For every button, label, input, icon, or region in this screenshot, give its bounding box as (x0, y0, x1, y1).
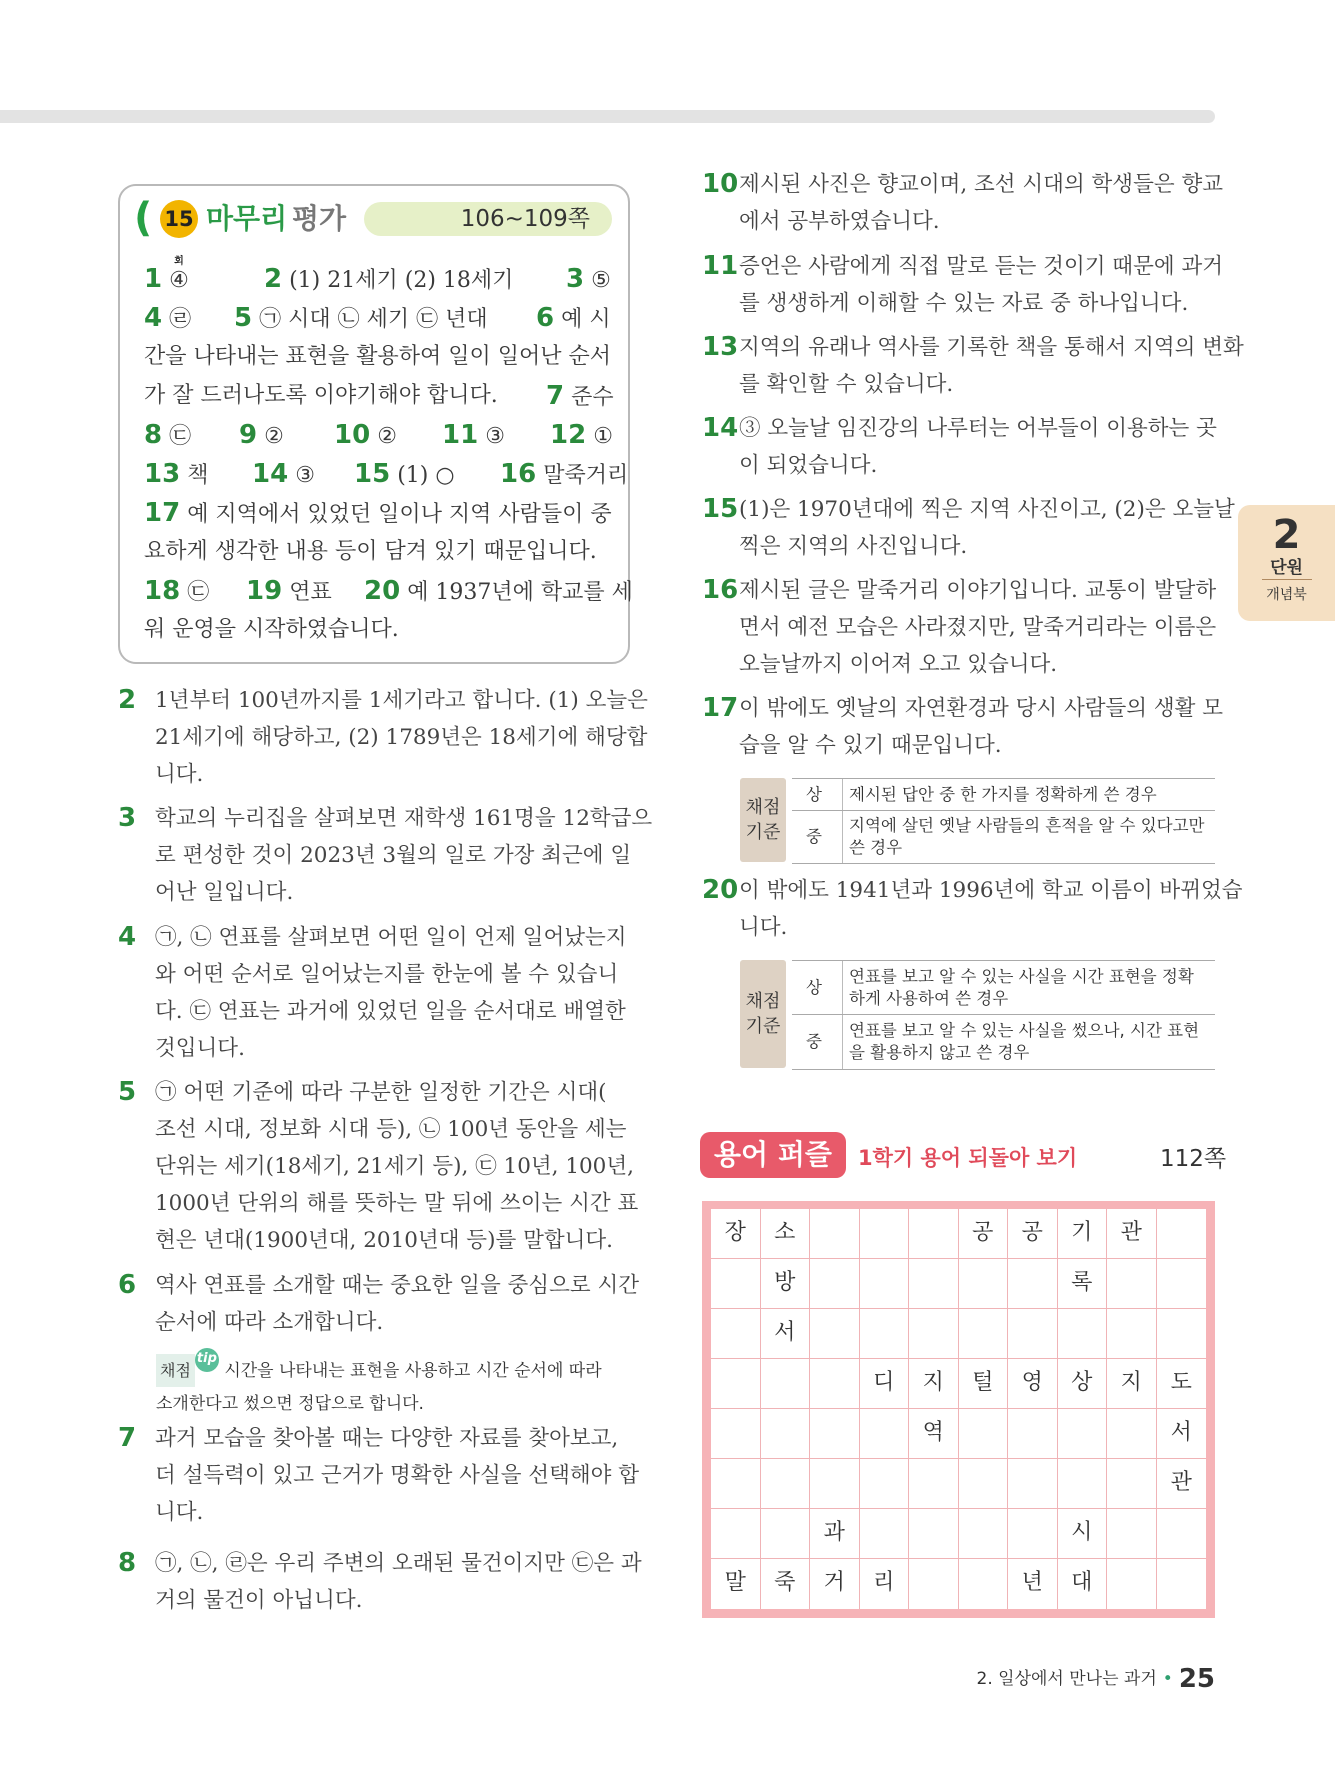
answer-number: 9 (239, 420, 258, 450)
puzzle-cell (860, 1459, 910, 1509)
answer-item (144, 381, 498, 411)
item-number: 16 (702, 575, 739, 605)
scoring-row (792, 960, 1215, 1015)
item-text-line: 이 밖에도 옛날의 자연환경과 당시 사람들의 생활 모 (739, 696, 1223, 721)
puzzle-cell: 소 (761, 1209, 811, 1259)
puzzle-cell (1008, 1259, 1058, 1309)
item-text-line: 를 생생하게 이해할 수 있는 자료 중 하나입니다. (739, 291, 1189, 316)
answer-item (246, 576, 332, 608)
item-text-line: ㉠, ㉡ 연표를 살펴보면 어떤 일이 언제 일어났는지 (155, 925, 627, 950)
answer-item (536, 303, 611, 335)
puzzle-cell (1058, 1309, 1108, 1359)
puzzle-cell (1157, 1209, 1207, 1259)
answer-item (566, 264, 611, 296)
answer-text: ⑤ (591, 268, 611, 293)
answer-line (144, 342, 614, 376)
item-number: 14 (702, 413, 739, 443)
answer-item (354, 459, 455, 491)
item-number: 2 (118, 685, 137, 715)
item-number: 4 (118, 922, 137, 952)
item-text-line: 21세기에 해당하고, (2) 1789년은 18세기에 해당합 (155, 725, 648, 750)
puzzle-cell: 상 (1058, 1359, 1108, 1409)
item-text (739, 690, 1223, 764)
answer-text: ① (593, 424, 613, 449)
answer-text: ㉣ (169, 307, 192, 332)
answer-item (550, 420, 613, 452)
answer-pages: 106~109쪽 (460, 206, 590, 232)
item-text (155, 919, 630, 1067)
puzzle-cell (761, 1509, 811, 1559)
explanation-item (702, 572, 1215, 683)
answer-number: 8 (144, 420, 163, 450)
puzzle-cell (810, 1359, 860, 1409)
scoring-criteria-line: 연표를 보고 알 수 있는 사실을 시간 표현을 정확 (849, 967, 1194, 986)
item-text-line: 습을 알 수 있기 때문입니다. (739, 733, 1002, 758)
puzzle-cell (761, 1409, 811, 1459)
puzzle-cell (860, 1309, 910, 1359)
item-text-line: 니다. (155, 1500, 204, 1525)
item-text-line: 현은 년대(1900년대, 2010년대 등)를 말합니다. (155, 1228, 613, 1253)
item-text-line: 1000년 단위의 해를 뜻하는 말 뒤에 쓰이는 시간 표 (155, 1191, 639, 1216)
answer-item (239, 420, 284, 452)
answer-line (144, 615, 614, 649)
answer-item (500, 459, 628, 491)
item-number: 3 (118, 803, 137, 833)
puzzle-cell (1058, 1459, 1108, 1509)
puzzle-cell: 관 (1157, 1459, 1207, 1509)
item-text-line: 와 어떤 순서로 일어났는지를 한눈에 볼 수 있습니 (155, 962, 619, 987)
puzzle-cell (909, 1509, 959, 1559)
puzzle-cell (1157, 1509, 1207, 1559)
puzzle-cell (1157, 1559, 1207, 1609)
answer-line (144, 420, 614, 454)
answer-number: 14 (252, 459, 289, 489)
answer-text: 예 시 (561, 307, 611, 332)
answer-text: 요하게 생각한 내용 등이 담겨 있기 때문입니다. (144, 539, 597, 564)
item-text-line: 순서에 따라 소개합니다. (155, 1310, 384, 1335)
item-text-line: ㉠, ㉡, ㉣은 우리 주변의 오래된 물건이지만 ㉢은 과 (155, 1551, 642, 1576)
item-text-line: ㉠ 어떤 기준에 따라 구분한 일정한 기간은 시대( (155, 1080, 607, 1105)
explanation-item (118, 1420, 639, 1531)
explanation-item (702, 166, 1223, 240)
answer-text: (1) 21세기 (2) 18세기 (289, 268, 514, 293)
answer-number: 12 (550, 420, 587, 450)
puzzle-cell (1058, 1409, 1108, 1459)
answer-title-a: 마무리 (206, 202, 288, 235)
puzzle-cell (959, 1309, 1009, 1359)
item-text-line: 로 편성한 것이 2023년 3월의 일로 가장 최근에 일 (155, 843, 632, 868)
answer-text: 책 (187, 463, 209, 488)
puzzle-cell (860, 1259, 910, 1309)
puzzle-cell (761, 1459, 811, 1509)
puzzle-cell (909, 1309, 959, 1359)
scoring-label: 채점 기준 (740, 778, 786, 862)
scoring-criteria (842, 1015, 1199, 1069)
answer-text: 예 1937년에 학교를 세 (407, 580, 633, 605)
puzzle-cell (810, 1459, 860, 1509)
unit-label: 단원 (1262, 557, 1312, 580)
item-text-line: 면서 예전 모습은 사라졌지만, 말죽거리라는 이름은 (739, 615, 1217, 640)
item-text-line: 단위는 세기(18세기, 21세기 등), ㉢ 10년, 100년, (155, 1154, 634, 1179)
answer-text: ③ (485, 424, 505, 449)
answer-text: 가 잘 드러나도록 이야기해야 합니다. (144, 383, 498, 408)
item-text (155, 682, 648, 793)
page-number: 25 (1178, 1664, 1215, 1694)
item-text-line: 에서 공부하였습니다. (739, 209, 940, 234)
puzzle-cell: 역 (909, 1409, 959, 1459)
answer-item (144, 420, 191, 452)
answer-text: ② (264, 424, 284, 449)
item-text (739, 166, 1223, 240)
scoring-criteria-line: 연표를 보고 알 수 있는 사실을 썼으나, 시간 표현 (849, 1021, 1200, 1040)
answer-number: 20 (364, 576, 401, 606)
answer-number: 7 (546, 381, 565, 411)
scoring-table-20 (740, 960, 1215, 1070)
explanation-item (702, 872, 1243, 946)
answer-text: ② (377, 424, 397, 449)
puzzle-cell (711, 1259, 761, 1309)
answer-number: 15 (354, 459, 391, 489)
answer-text: 워 운영을 시작하였습니다. (144, 617, 399, 642)
puzzle-cell (1157, 1309, 1207, 1359)
item-text-line: 어난 일입니다. (155, 880, 294, 905)
item-text-line: 이 밖에도 1941년과 1996년에 학교 이름이 바뀌었습 (739, 878, 1243, 903)
puzzle-cell (860, 1409, 910, 1459)
answer-box-header (134, 195, 612, 267)
word-puzzle-grid (702, 1201, 1215, 1618)
answer-item (144, 498, 612, 530)
answer-number: 17 (144, 498, 181, 528)
explanation-item (118, 1267, 639, 1341)
scoring-criteria-line: 쓴 경우 (849, 838, 903, 857)
item-text-line: 니다. (155, 762, 204, 787)
puzzle-subtitle: 1학기 용어 되돌아 보기 (858, 1146, 1078, 1170)
answer-item (442, 420, 505, 452)
item-text-line: (1)은 1970년대에 찍은 지역 사진이고, (2)은 오늘날 (739, 497, 1235, 522)
answer-line (144, 459, 629, 493)
item-number: 20 (702, 875, 739, 905)
scoring-tip (156, 1351, 602, 1421)
answer-item (144, 459, 208, 491)
explanation-item (702, 248, 1223, 322)
puzzle-cell: 록 (1058, 1259, 1108, 1309)
answer-number: 13 (144, 459, 181, 489)
puzzle-cell (810, 1409, 860, 1459)
item-text (739, 248, 1223, 322)
scoring-level: 중 (806, 1032, 822, 1051)
puzzle-cell: 지 (909, 1359, 959, 1409)
puzzle-cell: 공 (1008, 1209, 1058, 1259)
item-number: 17 (702, 693, 739, 723)
puzzle-cell (1008, 1459, 1058, 1509)
item-text (739, 572, 1215, 683)
item-number: 11 (702, 251, 739, 281)
bullet-dot-icon: • (1162, 1669, 1173, 1689)
item-number: 13 (702, 332, 739, 362)
answer-item (364, 576, 633, 608)
answer-line (144, 303, 614, 337)
puzzle-cell (1107, 1509, 1157, 1559)
puzzle-cell: 기 (1058, 1209, 1108, 1259)
item-text-line: 오늘날까지 이어져 오고 있습니다. (739, 652, 1058, 677)
answer-item (546, 381, 614, 413)
answer-line (144, 264, 614, 298)
answer-item (144, 576, 209, 608)
puzzle-cell (1107, 1409, 1157, 1459)
puzzle-cell (959, 1509, 1009, 1559)
item-text-line: 1년부터 100년까지를 1세기라고 합니다. (1) 오늘은 (155, 688, 648, 713)
answer-item (334, 420, 397, 452)
item-text-line: 것입니다. (155, 1036, 245, 1061)
puzzle-cell (909, 1209, 959, 1259)
puzzle-cell (959, 1409, 1009, 1459)
puzzle-cell: 영 (1008, 1359, 1058, 1409)
item-text-line: 를 확인할 수 있습니다. (739, 372, 954, 397)
answer-number: 1 (144, 264, 163, 294)
answer-number: 6 (536, 303, 555, 333)
answer-text: 말죽거리 (543, 463, 629, 488)
puzzle-cell: 죽 (761, 1559, 811, 1609)
puzzle-cell: 년 (1008, 1559, 1058, 1609)
puzzle-cell: 대 (1058, 1559, 1108, 1609)
puzzle-cell (959, 1459, 1009, 1509)
item-text (155, 1545, 642, 1619)
answer-item (252, 459, 315, 491)
puzzle-cell: 시 (1058, 1509, 1108, 1559)
item-text-line: 학교의 누리집을 살펴보면 재학생 161명을 12학급으 (155, 806, 653, 831)
scoring-criteria (842, 811, 1205, 863)
puzzle-cell (810, 1259, 860, 1309)
answer-item (144, 303, 191, 335)
puzzle-cell (860, 1509, 910, 1559)
scoring-level: 상 (806, 978, 822, 997)
puzzle-cell (909, 1459, 959, 1509)
puzzle-cell (909, 1259, 959, 1309)
puzzle-cell (1008, 1409, 1058, 1459)
answer-line (144, 381, 614, 415)
scoring-table-17 (740, 778, 1215, 860)
answer-line (144, 537, 614, 571)
explanation-item (702, 491, 1235, 565)
scoring-criteria-line: 하게 사용하여 쓴 경우 (849, 989, 1009, 1008)
answer-title-b: 평가 (292, 202, 347, 235)
answer-item (144, 537, 597, 567)
explanation-item (118, 1074, 639, 1259)
puzzle-cell: 거 (810, 1559, 860, 1609)
item-text (739, 872, 1243, 946)
explanation-item (118, 919, 630, 1067)
puzzle-cell: 장 (711, 1209, 761, 1259)
puzzle-cell: 도 (1157, 1359, 1207, 1409)
puzzle-cell (711, 1409, 761, 1459)
answer-number: 3 (566, 264, 585, 294)
puzzle-cell (711, 1459, 761, 1509)
answer-text: ④ (169, 268, 189, 293)
item-text (155, 800, 653, 911)
item-number: 8 (118, 1548, 137, 1578)
answer-number: 16 (500, 459, 537, 489)
item-text-line: 제시된 글은 말죽거리 이야기입니다. 교통이 발달하 (739, 578, 1217, 603)
answer-item (264, 264, 513, 296)
tip-line-1: 시간을 나타내는 표현을 사용하고 시간 순서에 따라 (224, 1361, 602, 1381)
puzzle-cell (1157, 1259, 1207, 1309)
item-text-line: ③ 오늘날 임진강의 나루터는 어부들이 이용하는 곳 (739, 416, 1217, 441)
puzzle-cell: 방 (761, 1259, 811, 1309)
item-text (155, 1267, 639, 1341)
puzzle-cell (860, 1209, 910, 1259)
explanation-item (118, 682, 648, 793)
explanation-item (118, 800, 653, 911)
puzzle-cell (1008, 1309, 1058, 1359)
tip-line-2: 소개한다고 썼으면 정답으로 합니다. (156, 1394, 424, 1414)
puzzle-cell (959, 1259, 1009, 1309)
item-text-line: 니다. (739, 915, 788, 940)
puzzle-title: 용어 퍼즐 (700, 1132, 846, 1178)
answer-line (144, 576, 633, 610)
unit-side-tab (1238, 505, 1335, 621)
puzzle-cell (711, 1309, 761, 1359)
answer-item (144, 615, 399, 645)
item-number: 10 (702, 169, 739, 199)
puzzle-cell: 디 (860, 1359, 910, 1409)
scoring-criteria-line: 지역에 살던 옛날 사람들의 흔적을 알 수 있다고만 (849, 816, 1205, 835)
item-text (739, 491, 1235, 565)
item-text-line: 증언은 사람에게 직접 말로 듣는 것이기 때문에 과거 (739, 254, 1223, 279)
item-text-line: 다. ㉢ 연표는 과거에 있었던 일을 순서대로 배열한 (155, 999, 626, 1024)
item-text (155, 1420, 639, 1531)
answer-number: 2 (264, 264, 283, 294)
answer-number: 5 (234, 303, 253, 333)
puzzle-cell (1107, 1309, 1157, 1359)
scoring-label: 채점 기준 (740, 960, 786, 1068)
puzzle-cell (1107, 1259, 1157, 1309)
puzzle-cell (810, 1309, 860, 1359)
page-footer (977, 1664, 1215, 1694)
answer-text: ③ (295, 463, 315, 488)
answer-text: 연표 (289, 580, 332, 605)
item-text-line: 과거 모습을 찾아볼 때는 다양한 자료를 찾아보고, (155, 1426, 619, 1451)
puzzle-pages: 112쪽 (1160, 1146, 1227, 1172)
puzzle-cell (909, 1559, 959, 1609)
explanation-item (702, 690, 1223, 764)
item-number: 7 (118, 1423, 137, 1453)
footer-chapter: 2. 일상에서 만나는 과거 (976, 1669, 1157, 1689)
puzzle-cell: 공 (959, 1209, 1009, 1259)
explanation-item (118, 1545, 642, 1619)
puzzle-cell (1008, 1509, 1058, 1559)
puzzle-cell (1107, 1459, 1157, 1509)
answer-number: 4 (144, 303, 163, 333)
answer-text: ㉠ 시대 ㉡ 세기 ㉢ 년대 (259, 307, 488, 332)
puzzle-cell: 서 (1157, 1409, 1207, 1459)
explanation-item (702, 329, 1244, 403)
scoring-level: 상 (806, 785, 822, 804)
scoring-level: 중 (806, 827, 822, 846)
scoring-row (792, 1014, 1215, 1070)
answer-summary-box (118, 184, 633, 664)
answer-number: 18 (144, 576, 181, 606)
answer-text: ㉢ (187, 580, 210, 605)
puzzle-cell: 관 (1107, 1209, 1157, 1259)
item-text (739, 410, 1215, 484)
item-number: 6 (118, 1270, 137, 1300)
item-text-line: 지역의 유래나 역사를 기록한 책을 통해서 지역의 변화 (739, 335, 1244, 360)
item-text-line: 더 설득력이 있고 근거가 명확한 사실을 선택해야 합 (155, 1463, 639, 1488)
puzzle-cell (810, 1209, 860, 1259)
item-text-line: 이 되었습니다. (739, 453, 878, 478)
scoring-criteria-line: 을 활용하지 않고 쓴 경우 (849, 1043, 1030, 1062)
puzzle-cell: 지 (1107, 1359, 1157, 1409)
item-number: 5 (118, 1077, 137, 1107)
item-text (739, 329, 1244, 403)
answer-number: 11 (442, 420, 479, 450)
item-text (155, 1074, 639, 1259)
tip-bubble-icon: tip (195, 1348, 219, 1372)
item-text-line: 제시된 사진은 향교이며, 조선 시대의 학생들은 향교 (739, 172, 1223, 197)
tip-label: 채점 (156, 1354, 195, 1387)
answer-number: 10 (334, 420, 371, 450)
answer-text: ㉢ (169, 424, 192, 449)
puzzle-cell (761, 1359, 811, 1409)
answer-text: (1) ○ (397, 463, 455, 488)
puzzle-cell (959, 1559, 1009, 1609)
scoring-row (792, 778, 1215, 811)
answer-number: 19 (246, 576, 283, 606)
scoring-criteria (842, 961, 1194, 1015)
puzzle-cell: 리 (860, 1559, 910, 1609)
puzzle-cell (711, 1359, 761, 1409)
answer-item (144, 264, 189, 296)
book-label: 개념북 (1266, 587, 1307, 603)
item-text-line: 거의 물건이 아닙니다. (155, 1588, 363, 1613)
answer-text: 예 지역에서 있었던 일이나 지역 사람들이 중 (187, 502, 612, 527)
top-divider-bar (0, 110, 1215, 123)
answer-text: 간을 나타내는 표현을 활용하여 일이 일어난 순서 (144, 344, 612, 369)
item-text-line: 조선 시대, 정보화 시대 등), ㉡ 100년 동안을 세는 (155, 1117, 627, 1142)
scoring-criteria-line: 제시된 답안 중 한 가지를 정확하게 쓴 경우 (849, 785, 1157, 804)
answer-line (144, 498, 614, 532)
round-badge: 15회 (160, 200, 198, 238)
answer-text: 준수 (571, 385, 614, 410)
scoring-criteria (842, 779, 1157, 811)
puzzle-cell: 과 (810, 1509, 860, 1559)
answer-item (144, 342, 611, 372)
item-text-line: 역사 연표를 소개할 때는 중요한 일을 중심으로 시간 (155, 1273, 639, 1298)
puzzle-cell (711, 1509, 761, 1559)
puzzle-cell: 서 (761, 1309, 811, 1359)
unit-number: 2 (1272, 512, 1301, 558)
puzzle-cell (1107, 1559, 1157, 1609)
puzzle-cell: 털 (959, 1359, 1009, 1409)
item-text-line: 찍은 지역의 사진입니다. (739, 534, 968, 559)
puzzle-cell: 말 (711, 1559, 761, 1609)
bracket-decoration-icon: ( (134, 195, 153, 241)
scoring-row (792, 810, 1215, 864)
explanation-item (702, 410, 1215, 484)
item-number: 15 (702, 494, 739, 524)
answer-item (234, 303, 488, 335)
